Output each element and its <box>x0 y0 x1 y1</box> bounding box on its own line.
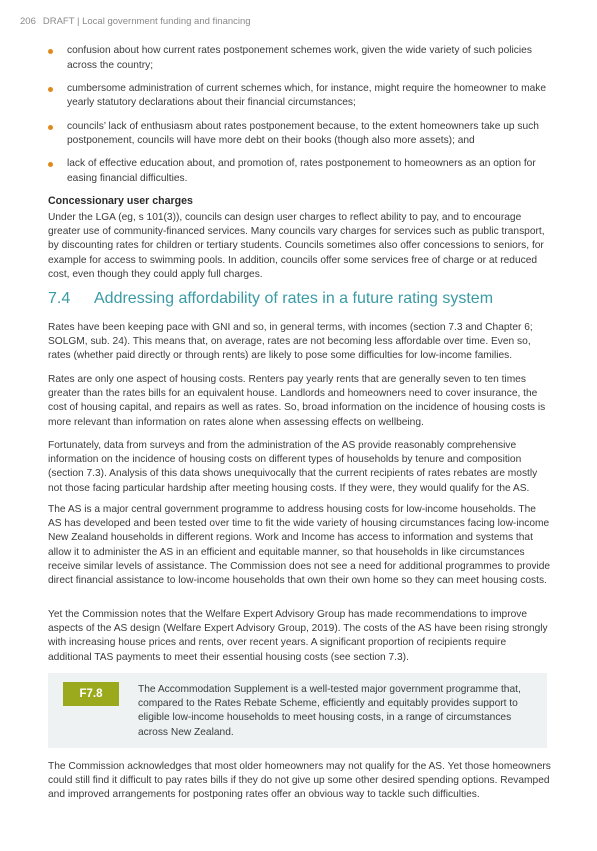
bullet-list <box>48 44 558 195</box>
finding-label: F7.8 <box>63 682 119 706</box>
paragraph-concessionary: Under the LGA (eg, s 101(3)), councils can design user charges to reflect ability to pay, and to encourage greater use of community-financed services. Many councils vary charges for services such as public transport, by discounting rates for children or tertiary students. Councils sometimes also offer concessions to seniors, for example for access to swimming pools. In addition, councils offer some services free of charge or at reduced cost, even though they could apply full charges. <box>48 212 545 280</box>
section-title: Addressing affordability of rates in a future rating system <box>94 290 494 307</box>
paragraph: Rates have been keeping pace with GNI and so, in general terms, with incomes (section 7.3 and Chapter 6; SOLGM, sub. 24). This means that, on average, rates are not becoming less affordable over time. Even so, rates (whether paid directly or through rents) are likely to pose some difficulties for low-income families. <box>48 322 533 362</box>
section-number: 7.4 <box>48 290 71 307</box>
list-item <box>48 44 558 73</box>
list-item-text: lack of effective education about, and promotion of, rates postponement to homeowners as an option for easing financial difficulties. <box>67 158 536 184</box>
section-heading <box>48 290 493 308</box>
paragraph: Rates are only one aspect of housing costs. Renters pay yearly rents that are generally seven to ten times greater than the rates bills for an equivalent house. Landlords and homeowners need to cover insurance, the cost of housing capital, and repairs as well as rates. So, broad information on the incidence of housing costs is more relevant than information on rates alone when assessing effects on wellbeing. <box>48 374 546 428</box>
list-item <box>48 120 558 149</box>
paragraph-closing: The Commission acknowledges that most older homeowners may not qualify for the AS. Yet those homeowners could still find it difficult to pay rates bills if they do not give up some other desired spending options. Revamped and improved arrangements for postponing rates offer an obvious way to tackle such difficulties. <box>48 761 551 801</box>
list-item-text: cumbersome administration of current schemes which, for instance, might require the homeowner to make yearly statutory declarations about their financial circumstances; <box>67 82 547 109</box>
bullet-dot-icon <box>48 162 53 167</box>
bullet-dot-icon <box>48 87 53 92</box>
paragraph: Yet the Commission notes that the Welfare Expert Advisory Group has made recommendations to improve aspects of the AS design (Welfare Expert Advisory Group, 2019). The costs of the AS have been rising strongly with increasing house prices and rents, over recent years. A significant proportion of recipients require additional TAS payments to meet their essential housing costs (see section 7.3). <box>48 609 548 663</box>
subheading-concessionary-user-charges: Concessionary user charges <box>48 195 193 207</box>
bullet-dot-icon <box>48 49 53 54</box>
finding-box <box>48 673 547 748</box>
list-item <box>48 157 558 186</box>
list-item <box>48 82 558 111</box>
running-header <box>20 16 251 27</box>
page-number: 206 <box>20 16 36 27</box>
list-item-text: confusion about how current rates postponement schemes work, given the wide variety of such policies across the country; <box>67 45 532 71</box>
bullet-dot-icon <box>48 125 53 130</box>
paragraph: Fortunately, data from surveys and from the administration of the AS provide reasonably comprehensive information on the incidence of housing costs on different types of households by tenure and composition (section 7.3). Analysis of this data shows unequivocally that the current recipients of rates rebates are mostly not those facing particular hardship after meeting housing costs. If they were, they would qualify for the AS. <box>48 440 538 494</box>
paragraph: The AS is a major central government programme to address housing costs for low-income households. The AS has developed and been tested over time to fit the wide variety of housing circumstances facing low-income New Zealand households in different regions. Work and Income has access to information and systems that allow it to administer the AS in an efficient and equitable manner, so that households in like circumstances receive similar levels of assistance. The Commission does not see a need for additional programmes to provide direct financial assistance to low-income households that own their own home so they can meet housing costs. <box>48 504 551 587</box>
running-title: DRAFT | Local government funding and financing <box>42 16 251 27</box>
finding-text: The Accommodation Supplement is a well-tested major government programme that, compared to the Rates Rebate Scheme, efficiently and equitably provides support to eligible low-income households to meet housing costs, in a range of circumstances across New Zealand. <box>138 684 521 738</box>
list-item-text: councils’ lack of enthusiasm about rates postponement because, to the extent homeowners take up such postponement, councils will have more debt on their books (though also more assets); and <box>67 120 539 147</box>
